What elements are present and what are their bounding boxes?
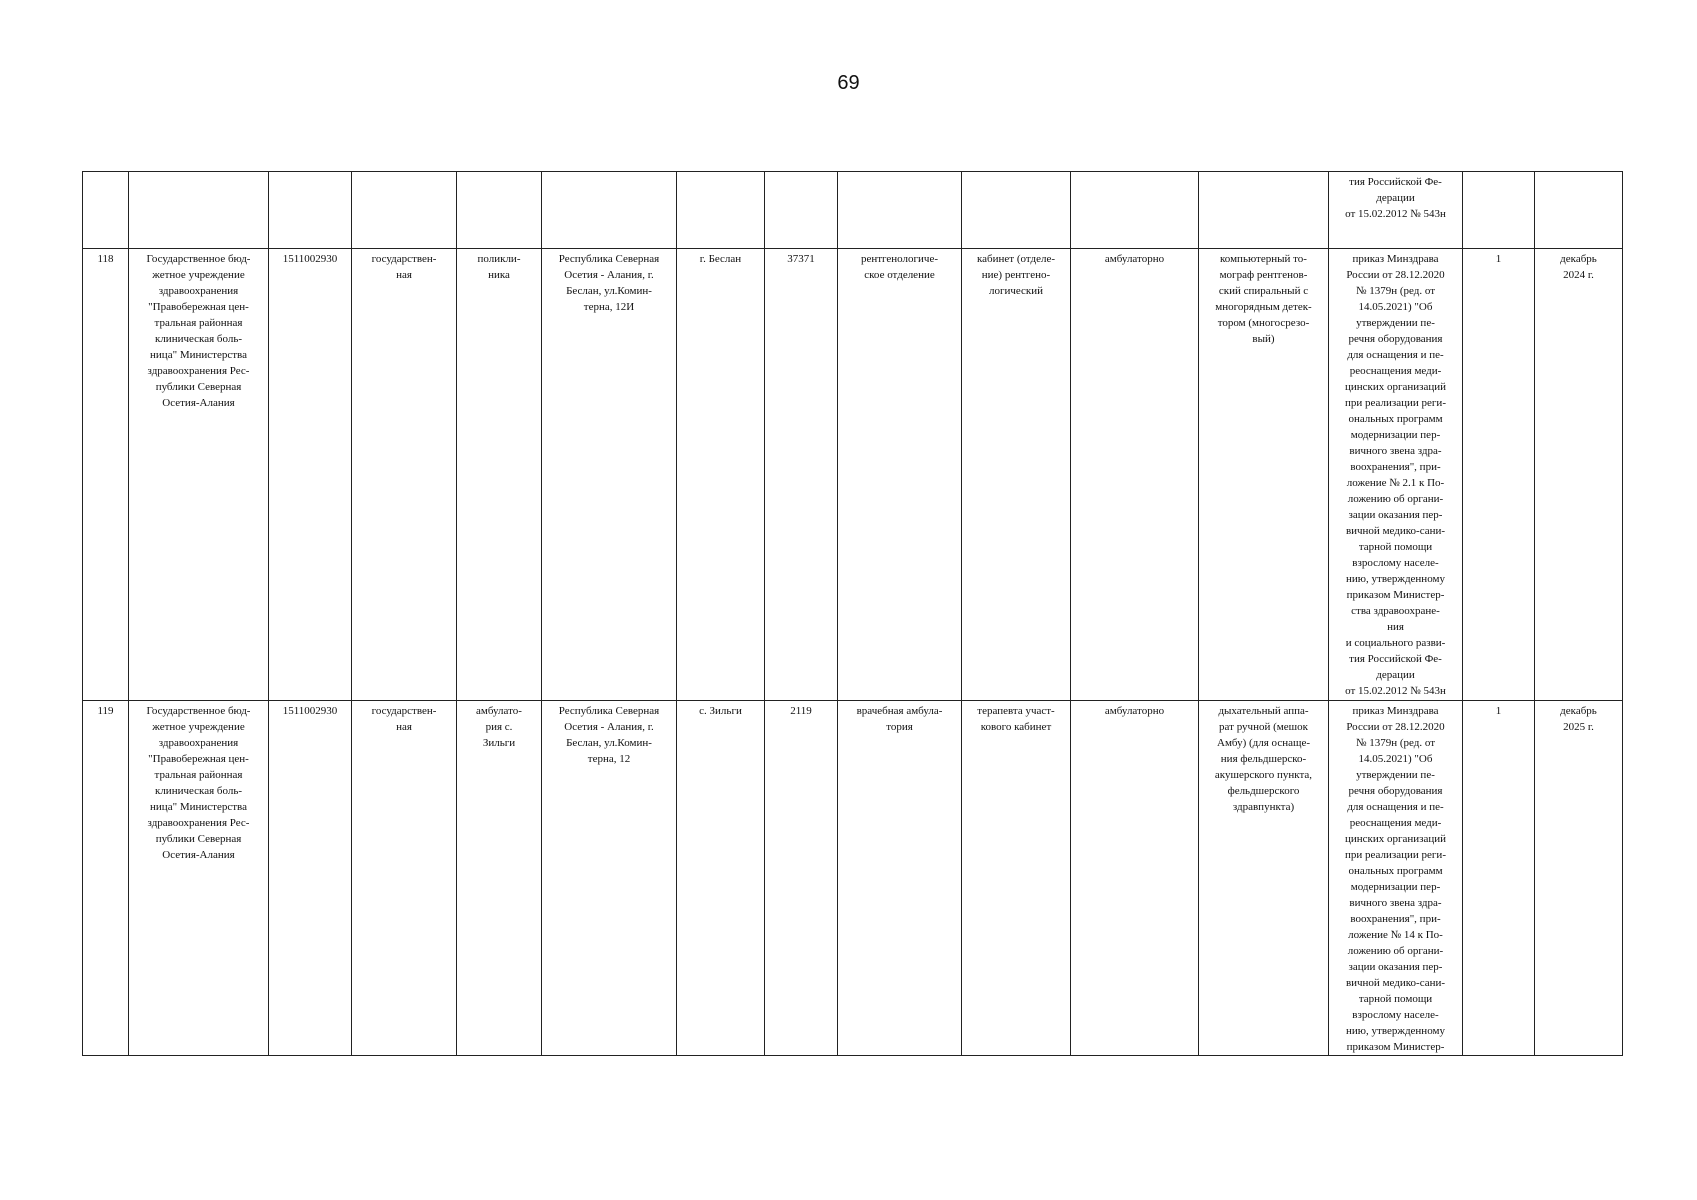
registry-table <box>82 171 1623 1056</box>
cell-organization: Государственное бюд- жетное учреждение здравоохранения "Правобережная цен- тральная районная клиническая боль- ница" Министерства здравоохранения Рес- публики Северная Осетия-Алания <box>129 249 269 701</box>
cell-settlement: с. Зильги <box>677 701 765 1056</box>
cell-population: 2119 <box>765 701 838 1056</box>
cell-organization: Государственное бюд- жетное учреждение здравоохранения "Правобережная цен- тральная районная клиническая боль- ница" Министерства здравоохранения Рес- публики Северная Осетия-Алания <box>129 701 269 1056</box>
cell-quantity: 1 <box>1463 249 1535 701</box>
cell-room: кабинет (отделе- ние) рентгено- логический <box>962 249 1071 701</box>
cell-ownership: государствен- ная <box>352 249 457 701</box>
cell-address: Республика Северная Осетия - Алания, г. Беслан, ул.Комин- терна, 12 <box>542 701 677 1056</box>
cell-settlement: г. Беслан <box>677 249 765 701</box>
cell-legal-basis: приказ Минздрава России от 28.12.2020 № 1379н (ред. от 14.05.2021) "Об утверждении пе- речня оборудования для оснащения и пе- реоснащения меди- цинских организаций при реализации реги- ональных программ модернизации пер- вичного звена здра- воохранения", при- ложение № 2.1 к По- ложению об органи- зации оказания пер- вичной медико-сани- тарной помощи взрослому населе- нию, утвержденному приказом Министер- ства здравоохране- ния и социального разви- тия Российской Фе- дерации от 15.02.2012 № 543н <box>1329 249 1463 701</box>
cell-legal-basis: приказ Минздрава России от 28.12.2020 № 1379н (ред. от 14.05.2021) "Об утверждении пе- речня оборудования для оснащения и пе- реоснащения меди- цинских организаций при реализации реги- ональных программ модернизации пер- вичного звена здра- воохранения", при- ложение № 14 к По- ложению об органи- зации оказания пер- вичной медико-сани- тарной помощи взрослому населе- нию, утвержденному приказом Министер- <box>1329 701 1463 1056</box>
cell-department: рентгенологиче- ское отделение <box>838 249 962 701</box>
page-number: 69 <box>837 72 860 94</box>
cell-room: терапевта участ- кового кабинет <box>962 701 1071 1056</box>
cell-deadline: декабрь 2024 г. <box>1535 249 1623 701</box>
cell-department: врачебная амбула- тория <box>838 701 962 1056</box>
cell-population: 37371 <box>765 249 838 701</box>
cell-equipment: дыхательный аппа- рат ручной (мешок Амбу) (для оснаще- ния фельдшерско- акушерского пункта, фельдшерского здравпункта) <box>1199 701 1329 1056</box>
cell-equipment: компьютерный то- мограф рентгенов- ский спиральный с многорядным детек- тором (многосрезо- вый) <box>1199 249 1329 701</box>
cell-ownership: государствен- ная <box>352 701 457 1056</box>
table-row <box>83 249 1623 701</box>
table-row <box>83 701 1623 1056</box>
cell-row-number: 118 <box>83 249 129 701</box>
cell-legal-basis: тия Российской Фе- дерации от 15.02.2012 № 543н <box>1329 172 1463 249</box>
cell-facility-type: амбулато- рия с. Зильги <box>457 701 542 1056</box>
cell-inn: 1511002930 <box>269 701 352 1056</box>
cell-quantity: 1 <box>1463 701 1535 1056</box>
table-row-continuation <box>83 172 1623 249</box>
cell-inn: 1511002930 <box>269 249 352 701</box>
cell-deadline: декабрь 2025 г. <box>1535 701 1623 1056</box>
cell-care-conditions: амбулаторно <box>1071 701 1199 1056</box>
cell-address: Республика Северная Осетия - Алания, г. Беслан, ул.Комин- терна, 12И <box>542 249 677 701</box>
cell-facility-type: поликли- ника <box>457 249 542 701</box>
cell-care-conditions: амбулаторно <box>1071 249 1199 701</box>
cell-row-number: 119 <box>83 701 129 1056</box>
